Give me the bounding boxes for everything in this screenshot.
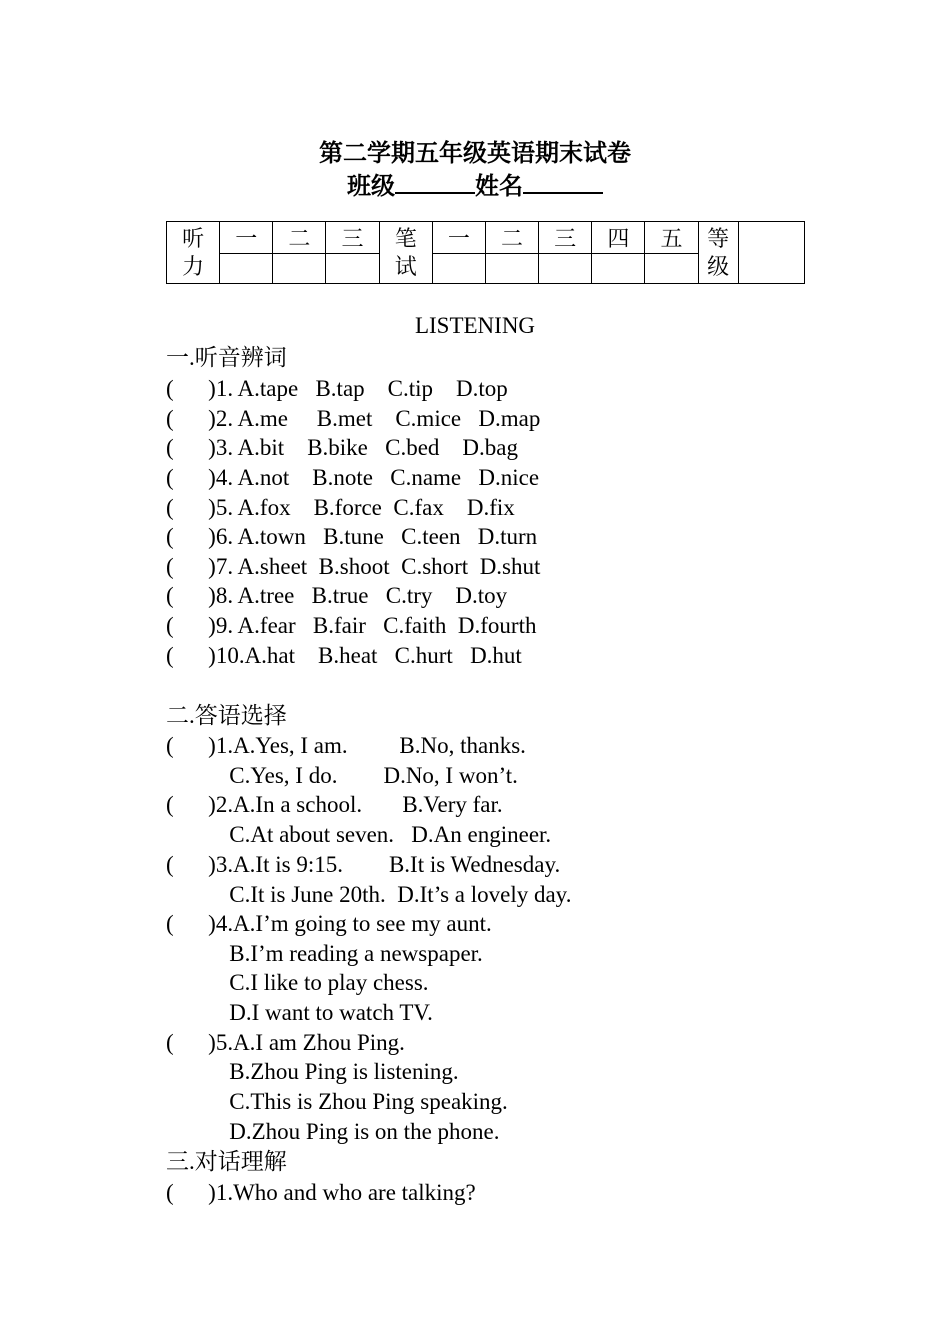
score-cell[interactable] — [645, 254, 698, 284]
section-2-line: C.Yes, I do. D.No, I won’t. — [166, 763, 518, 788]
score-cell[interactable] — [326, 254, 379, 284]
score-cell[interactable] — [220, 254, 273, 284]
written-header: 笔 试 — [379, 222, 432, 284]
section-2-line: C.This is Zhou Ping speaking. — [166, 1089, 508, 1114]
written-col-5: 五 — [645, 222, 698, 254]
written-col-3: 三 — [539, 222, 592, 254]
listening-header: 听 力 — [167, 222, 220, 284]
section-2-line: C.It is June 20th. D.It’s a lovely day. — [166, 882, 572, 907]
score-cell[interactable] — [485, 254, 538, 284]
score-cell[interactable] — [432, 254, 485, 284]
written-col-2: 二 — [485, 222, 538, 254]
section-2-line: ( )4.A.I’m going to see my aunt. — [166, 911, 492, 936]
section-3-title: 三.对话理解 — [166, 1149, 287, 1174]
section-1-title: 一.听音辨词 — [166, 345, 287, 370]
class-label: 班级 — [347, 174, 395, 200]
section-2-line: ( )1.A.Yes, I am. B.No, thanks. — [166, 733, 526, 758]
section-2-line: B.Zhou Ping is listening. — [166, 1059, 459, 1084]
section-1-item: ( )5. A.fox B.force C.fax D.fix — [166, 495, 515, 520]
class-blank[interactable] — [395, 172, 475, 194]
section-2-line: ( )3.A.It is 9:15. B.It is Wednesday. — [166, 852, 561, 877]
score-cell[interactable] — [539, 254, 592, 284]
section-2-line: D.Zhou Ping is on the phone. — [166, 1119, 500, 1144]
section-2-line: ( )5.A.I am Zhou Ping. — [166, 1030, 405, 1055]
name-blank[interactable] — [523, 172, 603, 194]
listening-heading: LISTENING — [414, 313, 536, 338]
section-2-line: D.I want to watch TV. — [166, 1000, 433, 1025]
section-3-item: ( )1.Who and who are talking? — [166, 1180, 476, 1205]
score-cell[interactable] — [592, 254, 645, 284]
section-1-item: ( )1. A.tape B.tap C.tip D.top — [166, 376, 508, 401]
grade-header: 等 级 — [698, 222, 738, 284]
section-1-item: ( )8. A.tree B.true C.try D.toy — [166, 583, 508, 608]
section-1-item: ( )4. A.not B.note C.name D.nice — [166, 465, 540, 490]
score-table — [166, 221, 805, 284]
written-col-1: 一 — [432, 222, 485, 254]
page-title: 第二学期五年级英语期末试卷 — [319, 141, 631, 167]
listening-col-1: 一 — [220, 222, 273, 254]
section-2-title: 二.答语选择 — [166, 703, 287, 728]
section-2-line: B.I’m reading a newspaper. — [166, 941, 483, 966]
section-1-item: ( )10.A.hat B.heat C.hurt D.hut — [166, 643, 522, 668]
name-label: 姓名 — [475, 174, 523, 200]
section-1-item: ( )3. A.bit B.bike C.bed D.bag — [166, 435, 518, 460]
section-2-line: ( )2.A.In a school. B.Very far. — [166, 792, 503, 817]
written-col-4: 四 — [592, 222, 645, 254]
grade-score-cell[interactable] — [738, 222, 804, 284]
listening-col-2: 二 — [273, 222, 326, 254]
listening-col-3: 三 — [326, 222, 379, 254]
score-cell[interactable] — [273, 254, 326, 284]
section-1-item: ( )9. A.fear B.fair C.faith D.fourth — [166, 613, 537, 638]
section-1-item: ( )6. A.town B.tune C.teen D.turn — [166, 524, 538, 549]
section-2-line: C.At about seven. D.An engineer. — [166, 822, 552, 847]
section-1-item: ( )2. A.me B.met C.mice D.map — [166, 406, 541, 431]
section-1-item: ( )7. A.sheet B.shoot C.short D.shut — [166, 554, 541, 579]
section-2-line: C.I like to play chess. — [166, 970, 429, 995]
student-info — [0, 166, 950, 201]
